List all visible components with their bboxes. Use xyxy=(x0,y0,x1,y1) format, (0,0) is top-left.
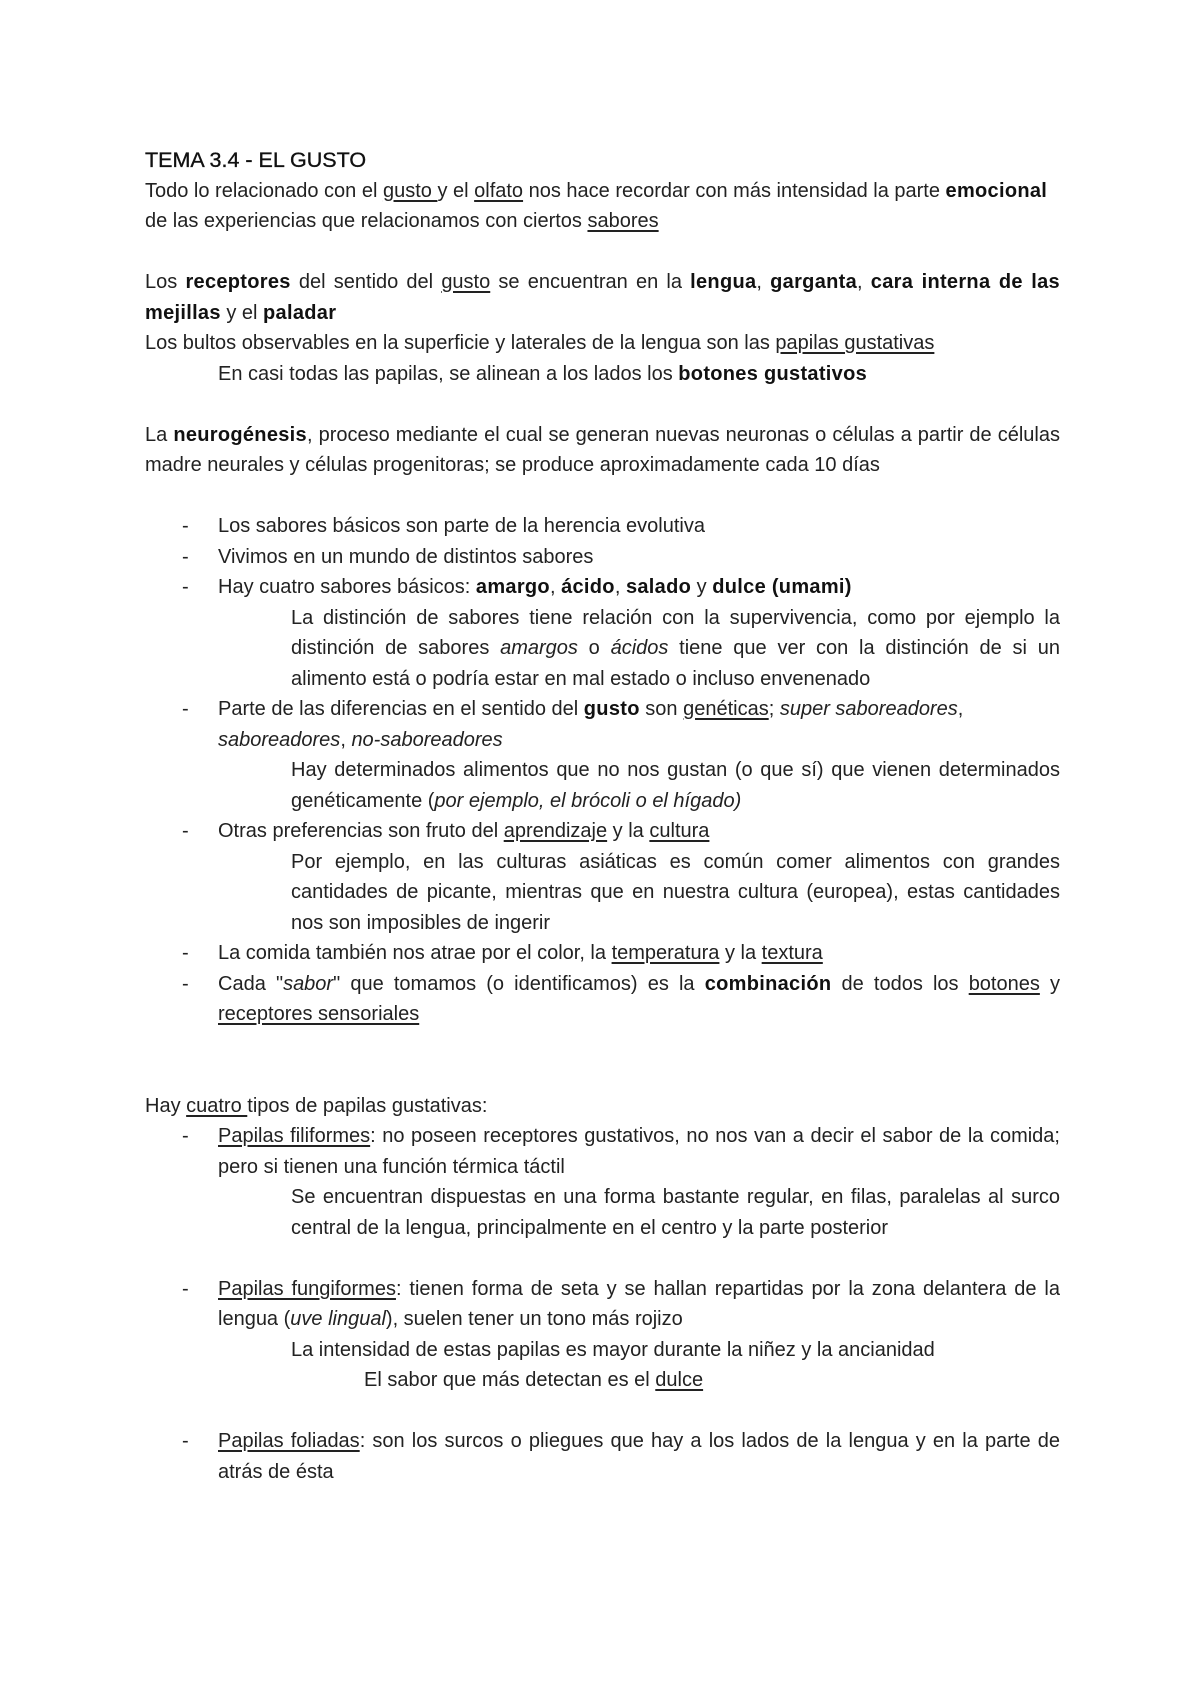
neurogenesis-paragraph: La neurogénesis, proceso mediante el cual se generan nuevas neuronas o células a partir de células madre neurales y células progenitoras; se produce aproximadamente cada 10 días xyxy=(145,423,1060,476)
list-item xyxy=(145,1121,1060,1243)
intro-paragraph: Todo lo relacionado con el gusto y el olfato nos hace recordar con más intensidad la parte emocional de las experiencias que relacionamos con ciertos sabores xyxy=(145,179,1048,232)
list-item: - Parte de las diferencias en el sentido del gusto son genéticas; super saboreadores, saboreadores, no-saboreadores Hay determinados alimentos que no nos gustan (o que sí) que vienen determinados genéticamente (por ejemplo, el brócoli o el hígado) xyxy=(145,694,1060,816)
papilas-list xyxy=(145,1121,1060,1487)
list-item-note: La intensidad de estas papilas es mayor durante la niñez y la ancianidad xyxy=(291,1338,935,1361)
list-item: - Papilas foliadas: son los surcos o pliegues que hay a los lados de la lengua y en la parte de atrás de ésta xyxy=(145,1426,1060,1487)
sabores-list xyxy=(145,511,1060,1030)
papila-filiforme-text: - Papilas filiformes: no poseen receptores gustativos, no nos van a decir el sabor de la comida; pero si tienen una función térmica táctil xyxy=(218,1125,1060,1178)
list-item-note: Por ejemplo, en las culturas asiáticas es común comer alimentos con grandes cantidades de picante, mientras que en nuestra cultura (europea), estas cantidades nos son imposibles de ingerir xyxy=(291,850,1060,934)
bultos-paragraph: Los bultos observables en la superficie y laterales de la lengua son las papilas gustativas xyxy=(145,332,935,354)
tipos-paragraph: Hay cuatro tipos de papilas gustativas: xyxy=(145,1094,488,1117)
list-item: - Vivimos en un mundo de distintos sabores xyxy=(145,542,1060,573)
document-content xyxy=(145,145,1060,1487)
list-item-note: Se encuentran dispuestas en una forma bastante regular, en filas, paralelas al surco central de la lengua, principalmente en el centro y la parte posterior xyxy=(291,1186,1060,1239)
list-item-note: El sabor que más detectan es el dulce xyxy=(364,1369,704,1391)
list-item-note: La distinción de sabores tiene relación con la supervivencia, como por ejemplo la distinción de sabores amargos o ácidos tiene que ver con la distinción de si un alimento está o podría estar en mal estado o incluso envenenado xyxy=(291,606,1060,690)
list-item: - Otras preferencias son fruto del aprendizaje y la cultura Por ejemplo, en las culturas asiáticas es común comer alimentos con grandes cantidades de picante, mientras que en nuestra cultura (europea), estas cantidades nos son imposibles de ingerir xyxy=(145,816,1060,938)
list-item: - La comida también nos atrae por el color, la temperatura y la textura xyxy=(145,938,1060,969)
receptores-paragraph: Los receptores del sentido del gusto se encuentran en la lengua, garganta, cara interna de las mejillas y el paladar xyxy=(145,271,1060,324)
list-item: - Los sabores básicos son parte de la herencia evolutiva xyxy=(145,511,1060,542)
list-item xyxy=(145,1274,1060,1396)
page-title: TEMA 3.4 - EL GUSTO xyxy=(145,148,367,172)
list-item: - Cada "sabor" que tomamos (o identificamos) es la combinación de todos los botones y receptores sensoriales xyxy=(145,969,1060,1030)
list-item: - Hay cuatro sabores básicos: amargo, ácido, salado y dulce (umami) La distinción de sabores tiene relación con la supervivencia, como por ejemplo la distinción de sabores amargos o ácidos tiene que ver con la distinción de si un alimento está o podría estar en mal estado o incluso envenenado xyxy=(145,572,1060,694)
botones-paragraph: En casi todas las papilas, se alinean a los lados los botones gustativos xyxy=(218,362,868,385)
list-item-note: Hay determinados alimentos que no nos gustan (o que sí) que vienen determinados genéticamente (por ejemplo, el brócoli o el hígado) xyxy=(291,759,1060,812)
papila-fungiforme-text: - Papilas fungiformes: tienen forma de seta y se hallan repartidas por la zona delantera de la lengua (uve lingual), suelen tener un tono más rojizo xyxy=(218,1277,1060,1330)
